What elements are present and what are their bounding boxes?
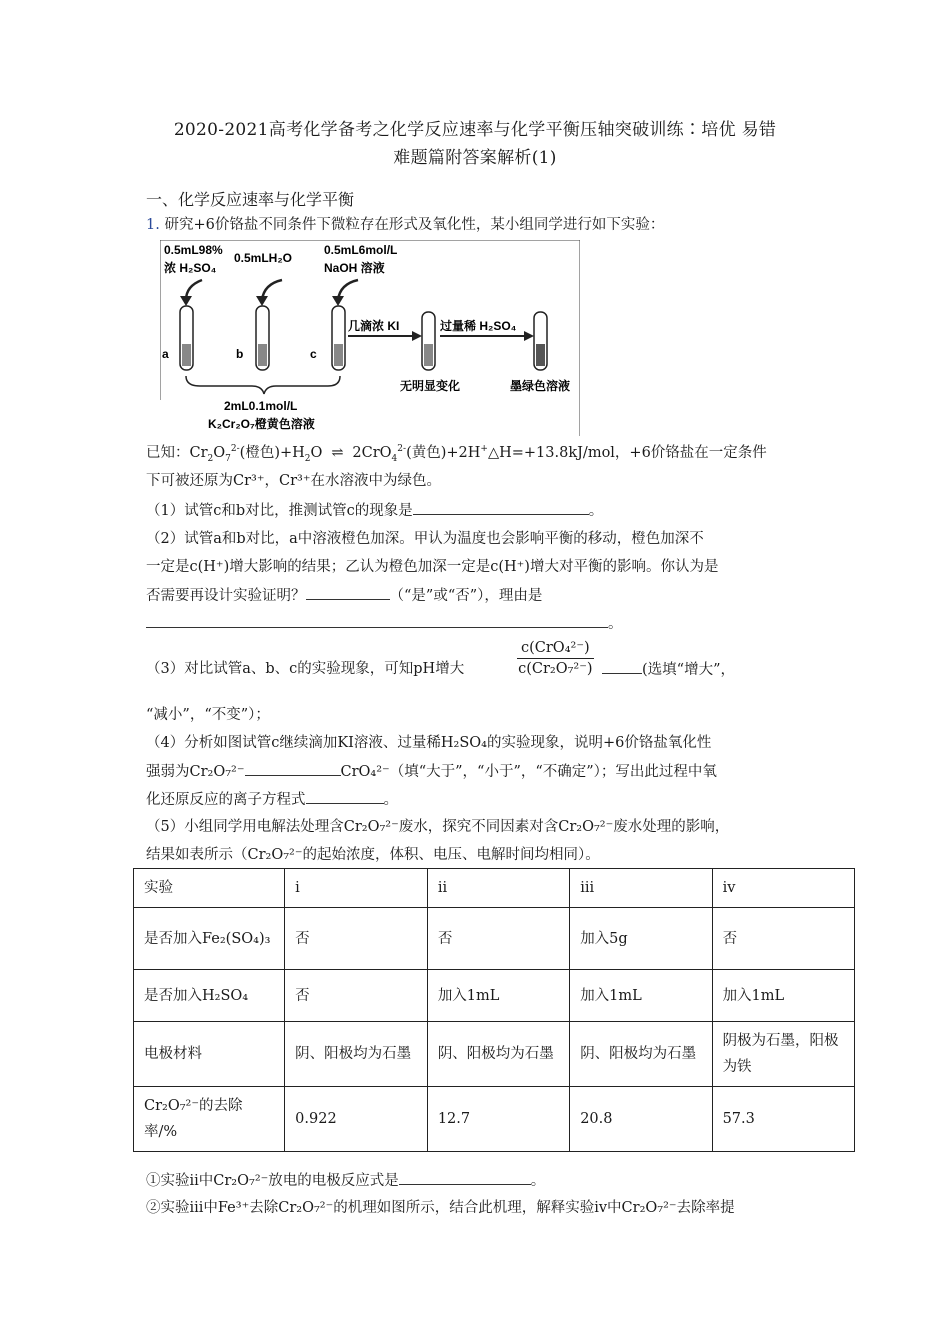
reagent-b-label: 0.5mLH₂O <box>234 251 293 265</box>
title-line-1: 2020-2021高考化学备考之化学反应速率与化学平衡压轴突破训练∶培优 易错 <box>173 120 777 140</box>
question-part-2-line2: 一定是c(H⁺)增大影响的结果；乙认为橙色加深一定是c(H⁺)增大对平衡的影响。你认为是 <box>146 559 719 575</box>
question-part-3-line1: （3）对比试管a、b、c的实验现象，可知pH增大 <box>146 661 465 677</box>
ratio-denominator: c(Cr₂O₇²⁻) <box>518 661 593 677</box>
arrow2-label: 过量稀 H₂SO₄ <box>440 319 517 333</box>
known-line-2: 下可被还原为Cr³⁺，Cr³⁺在水溶液中为绿色。 <box>146 473 441 489</box>
table-header-row <box>134 869 855 908</box>
table-cell: 是否加入H₂SO₄ <box>134 970 285 1022</box>
table-cell: 否 <box>427 908 569 970</box>
table-cell: 电极材料 <box>134 1022 285 1087</box>
table-cell: 0.922 <box>285 1087 428 1152</box>
result1-label: 无明显变化 <box>400 379 461 393</box>
known-part-a: 已知：Cr <box>146 445 208 461</box>
part1-text: （1）试管c和b对比，推测试管c的现象是 <box>146 503 413 519</box>
table-header-cell: iv <box>712 869 854 908</box>
table-cell: 是否加入Fe₂(SO₄)₃ <box>134 908 285 970</box>
table-cell: 否 <box>285 970 428 1022</box>
question-part-3-line2: “减小”，“不变”）； <box>146 707 270 723</box>
result2-label: 墨绿色溶液 <box>510 379 571 393</box>
table-cell: 否 <box>712 908 854 970</box>
subquestion-1-text: ①实验ii中Cr₂O₇²⁻放电的电极反应式是 <box>146 1173 399 1189</box>
table-cell: 阴、阳极均为石墨 <box>285 1022 428 1087</box>
known-part-b: (橙色)+H <box>239 445 305 461</box>
results-table <box>133 868 855 1152</box>
known-part-e: (黄色)+2H <box>406 445 481 461</box>
table-row <box>134 908 855 970</box>
table-cell: 阴、阳极均为石墨 <box>427 1022 569 1087</box>
table-cell: 否 <box>285 908 428 970</box>
table-cell: 阴极为石墨，阳极为铁 <box>712 1022 854 1087</box>
tube-a-label: a <box>162 347 169 361</box>
subquestion-1: ①实验ii中Cr₂O₇²⁻放电的电极反应式是 。 <box>146 1168 545 1190</box>
part3-options: (选填“增大”， <box>642 662 735 678</box>
table-header-cell: ii <box>427 869 569 908</box>
question-part-5-line2: 结果如表所示（Cr₂O₇²⁻的起始浓度，体积、电压、电解时间均相同）。 <box>146 847 600 863</box>
table-cell: 加入1mL <box>427 970 569 1022</box>
table-cell: 加入5g <box>570 908 712 970</box>
title-line-2: 难题篇附答案解析(1) <box>393 148 557 168</box>
table-cell: 加入1mL <box>570 970 712 1022</box>
table-header-cell: 实验 <box>134 869 285 908</box>
document-title <box>120 116 830 172</box>
part2-reason-prompt: （“是”或“否”），理由是 <box>389 588 543 604</box>
question-text: 研究+6价铬盐不同条件下微粒存在形式及氧化性，某小组同学进行如下实验： <box>164 217 665 233</box>
answer-blank-1[interactable] <box>413 498 589 515</box>
part4-equation-prompt: 化还原反应的离子方程式 <box>146 792 306 808</box>
question-part-1: （1）试管c和b对比，推测试管c的现象是 。 <box>146 498 603 520</box>
table-cell: Cr₂O₇²⁻的去除率/% <box>134 1087 285 1152</box>
section-heading: 一、化学反应速率与化学平衡 <box>146 190 355 209</box>
table-header-cell: iii <box>570 869 712 908</box>
question-part-2-line1: （2）试管a和b对比，a中溶液橙色加深。甲认为温度也会影响平衡的移动，橙色加深不 <box>146 531 704 547</box>
table-cell: 加入1mL <box>712 970 854 1022</box>
table-cell: 12.7 <box>427 1087 569 1152</box>
question-1-stem <box>146 213 664 234</box>
part2-question: 否需要再设计实验证明？ <box>146 588 306 604</box>
table-row <box>134 970 855 1022</box>
table-cell: 57.3 <box>712 1087 854 1152</box>
reagent-c-line1: 0.5mL6mol/L <box>324 243 398 257</box>
known-part-f: △H=+13.8kJ/mol，+6价铬盐在一定条件 <box>487 445 767 461</box>
reagent-a-line1: 0.5mL98% <box>164 243 223 257</box>
part4-species-2: CrO₄²⁻（填“大于”，“小于”，“不确定”）；写出此过程中氧 <box>340 764 717 780</box>
question-part-2-line4: 。 <box>146 611 623 633</box>
bottom-label-1: 2mL0.1mol/L <box>224 399 298 413</box>
answer-blank-4[interactable] <box>602 657 642 674</box>
answer-blank-6[interactable] <box>306 787 384 804</box>
reagent-a-line2: 浓 H₂SO₄ <box>164 261 217 275</box>
table-row <box>134 1022 855 1087</box>
answer-blank-7[interactable] <box>399 1168 531 1185</box>
table-cell: 20.8 <box>570 1087 712 1152</box>
answer-blank-3[interactable] <box>146 611 608 628</box>
question-part-4-line1: （4）分析如图试管c继续滴加KI溶液、过量稀H₂SO₄的实验现象，说明+6价铬盐氧化性 <box>146 735 712 751</box>
question-part-4-line3: 化还原反应的离子方程式 。 <box>146 787 398 809</box>
experiment-figure <box>160 240 580 436</box>
known-part-d: 2CrO <box>352 445 392 461</box>
answer-blank-2[interactable] <box>306 583 390 600</box>
concentration-ratio <box>517 640 594 677</box>
table-row <box>134 1087 855 1152</box>
question-part-2-line3 <box>146 583 542 605</box>
known-equation-line: 已知：$Cr_2O_7^{2-}$(橙色)$+H_2O$ ⇌ 2CrO$_4^{2-}$(黄色)+2H+△H=+13.8kJ/mol，+6价铬盐在一定条件 <box>146 444 767 464</box>
question-part-3-tail <box>602 657 735 679</box>
table-cell: 阴、阳极均为石墨 <box>570 1022 712 1087</box>
bottom-label-2: K₂Cr₂O₇橙黄色溶液 <box>208 417 315 431</box>
equilibrium-arrow-icon: ⇌ <box>331 445 344 461</box>
question-number: 1. <box>146 217 160 233</box>
reagent-c-line2: NaOH 溶液 <box>324 261 385 275</box>
answer-blank-5[interactable] <box>245 759 341 776</box>
table-header-cell: i <box>285 869 428 908</box>
ratio-numerator: c(CrO₄²⁻) <box>517 640 594 659</box>
tube-b-label: b <box>236 347 244 361</box>
subquestion-2: ②实验iii中Fe³⁺去除Cr₂O₇²⁻的机理如图所示，结合此机理，解释实验iv中Cr₂O₇²⁻去除率提 <box>146 1200 735 1216</box>
arrow1-label: 几滴浓 KI <box>348 319 400 333</box>
tube-c-label: c <box>310 347 317 361</box>
known-part-c: O <box>310 445 323 461</box>
question-part-5-line1: （5）小组同学用电解法处理含Cr₂O₇²⁻废水，探究不同因素对含Cr₂O₇²⁻废水处理的影响， <box>146 819 730 835</box>
part4-species-1: 强弱为Cr₂O₇²⁻ <box>146 764 245 780</box>
question-part-4-line2 <box>146 759 717 781</box>
